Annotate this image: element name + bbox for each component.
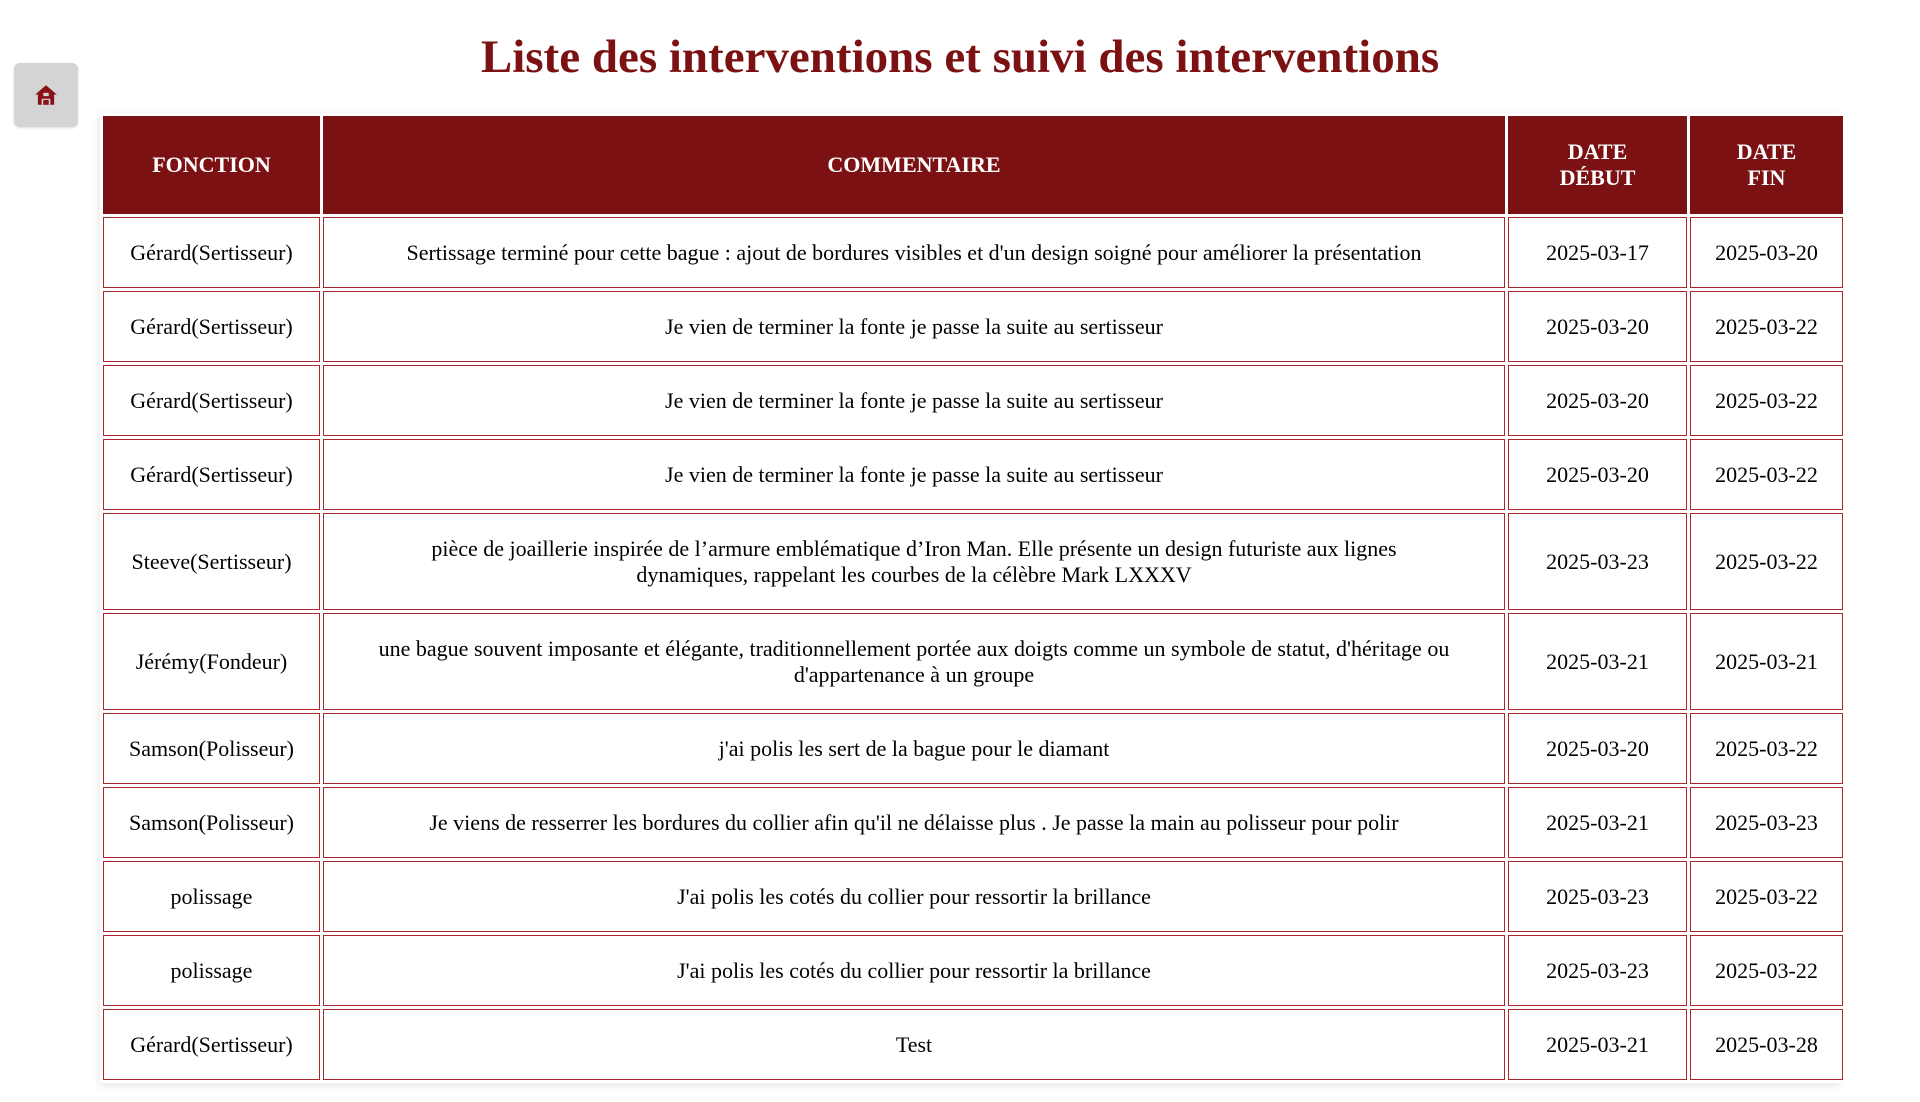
column-header-commentaire: COMMENTAIRE — [323, 116, 1505, 214]
table-row — [103, 439, 1843, 510]
cell-date-debut: 2025-03-20 — [1508, 365, 1687, 436]
table-row — [103, 713, 1843, 784]
table-row — [103, 613, 1843, 710]
cell-date-fin: 2025-03-20 — [1690, 217, 1843, 288]
cell-fonction: Gérard(Sertisseur) — [103, 1009, 320, 1080]
cell-fonction: Jérémy(Fondeur) — [103, 613, 320, 710]
cell-date-fin: 2025-03-22 — [1690, 713, 1843, 784]
column-header-date-fin-label: DATE FIN — [1736, 139, 1797, 190]
cell-date-fin: 2025-03-22 — [1690, 513, 1843, 610]
cell-date-debut: 2025-03-23 — [1508, 861, 1687, 932]
cell-fonction: Steeve(Sertisseur) — [103, 513, 320, 610]
cell-commentaire: Sertissage terminé pour cette bague : ajout de bordures visibles et d'un design soigné pour améliorer la présentation — [323, 217, 1505, 288]
cell-commentaire: J'ai polis les cotés du collier pour ressortir la brillance — [323, 861, 1505, 932]
column-header-date-fin — [1690, 116, 1843, 214]
cell-commentaire: Je vien de terminer la fonte je passe la suite au sertisseur — [323, 291, 1505, 362]
interventions-table — [100, 113, 1846, 1083]
cell-fonction: Gérard(Sertisseur) — [103, 217, 320, 288]
cell-commentaire: Je vien de terminer la fonte je passe la suite au sertisseur — [323, 439, 1505, 510]
cell-fonction: Samson(Polisseur) — [103, 787, 320, 858]
cell-date-debut: 2025-03-20 — [1508, 291, 1687, 362]
table-row — [103, 1009, 1843, 1080]
cell-date-fin: 2025-03-22 — [1690, 365, 1843, 436]
cell-date-fin: 2025-03-22 — [1690, 861, 1843, 932]
cell-date-debut: 2025-03-23 — [1508, 513, 1687, 610]
cell-date-fin: 2025-03-22 — [1690, 935, 1843, 1006]
cell-commentaire: Je vien de terminer la fonte je passe la suite au sertisseur — [323, 365, 1505, 436]
cell-date-debut: 2025-03-21 — [1508, 613, 1687, 710]
cell-fonction: polissage — [103, 861, 320, 932]
page-title: Liste des interventions et suivi des interventions — [480, 31, 1440, 83]
column-header-fonction: FONCTION — [103, 116, 320, 214]
cell-date-debut: 2025-03-21 — [1508, 1009, 1687, 1080]
cell-date-fin: 2025-03-21 — [1690, 613, 1843, 710]
cell-fonction: Gérard(Sertisseur) — [103, 439, 320, 510]
cell-commentaire: pièce de joaillerie inspirée de l’armure emblématique d’Iron Man. Elle présente un design futuriste aux lignes dynamiques, rappelant les courbes de la célèbre Mark LXXXV — [323, 513, 1505, 610]
cell-fonction: Samson(Polisseur) — [103, 713, 320, 784]
cell-date-fin: 2025-03-28 — [1690, 1009, 1843, 1080]
cell-commentaire: une bague souvent imposante et élégante, traditionnellement portée aux doigts comme un symbole de statut, d'héritage ou d'appartenance à un groupe — [323, 613, 1505, 710]
cell-commentaire: j'ai polis les sert de la bague pour le diamant — [323, 713, 1505, 784]
column-header-date-debut — [1508, 116, 1687, 214]
cell-commentaire: Test — [323, 1009, 1505, 1080]
cell-date-fin: 2025-03-23 — [1690, 787, 1843, 858]
table-row — [103, 935, 1843, 1006]
table-header-row — [103, 116, 1843, 214]
cell-date-fin: 2025-03-22 — [1690, 291, 1843, 362]
cell-date-debut: 2025-03-23 — [1508, 935, 1687, 1006]
cell-date-debut: 2025-03-21 — [1508, 787, 1687, 858]
table-row — [103, 365, 1843, 436]
table-row — [103, 861, 1843, 932]
cell-date-fin: 2025-03-22 — [1690, 439, 1843, 510]
table-row — [103, 291, 1843, 362]
cell-commentaire: Je viens de resserrer les bordures du collier afin qu'il ne délaisse plus . Je passe la main au polisseur pour polir — [323, 787, 1505, 858]
cell-commentaire: J'ai polis les cotés du collier pour ressortir la brillance — [323, 935, 1505, 1006]
cell-date-debut: 2025-03-17 — [1508, 217, 1687, 288]
column-header-date-debut-label: DATE DÉBUT — [1559, 139, 1636, 190]
table-row — [103, 513, 1843, 610]
cell-fonction: Gérard(Sertisseur) — [103, 291, 320, 362]
table-row — [103, 787, 1843, 858]
table-row — [103, 217, 1843, 288]
cell-date-debut: 2025-03-20 — [1508, 439, 1687, 510]
cell-date-debut: 2025-03-20 — [1508, 713, 1687, 784]
cell-fonction: Gérard(Sertisseur) — [103, 365, 320, 436]
interventions-table-container — [100, 113, 1840, 1083]
cell-fonction: polissage — [103, 935, 320, 1006]
